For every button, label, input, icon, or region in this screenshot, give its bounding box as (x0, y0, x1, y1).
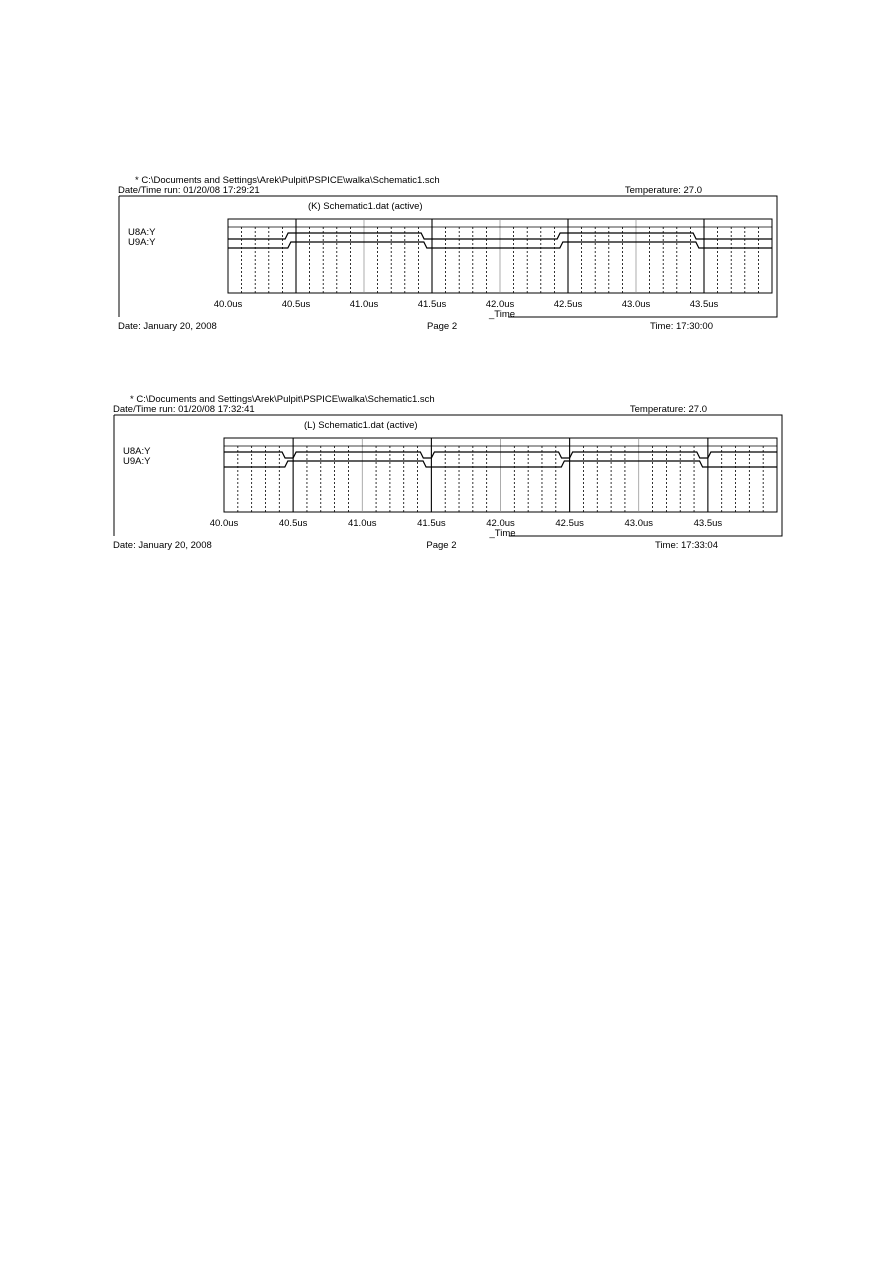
timing-plot-l (0, 391, 893, 611)
x-tick-label: 42.5us (553, 299, 583, 310)
x-tick-label: 40.0us (213, 299, 243, 310)
x-tick-label: 40.5us (281, 299, 311, 310)
run-datetime-label: Date/Time run: 01/20/08 17:32:41 (113, 404, 255, 415)
footer-page: Page 2 (427, 321, 458, 332)
timing-plot-k (0, 172, 893, 392)
x-tick-label: 43.5us (693, 518, 723, 529)
x-tick-label: 43.0us (621, 299, 651, 310)
x-axis-label: _Time (489, 309, 516, 320)
x-tick-label: 42.0us (485, 299, 515, 310)
series-label: U9A:Y (123, 456, 151, 467)
x-tick-label: 42.5us (555, 518, 584, 529)
x-tick-label: 43.5us (689, 299, 719, 310)
series-label: U8A:Y (123, 446, 151, 457)
series-label: U9A:Y (128, 237, 156, 248)
temperature-label: Temperature: 27.0 (624, 185, 702, 196)
timing-plot-k-svg (0, 172, 893, 342)
series-label: U8A:Y (128, 227, 156, 238)
footer-time: Time: 17:33:04 (654, 540, 718, 551)
footer-time: Time: 17:30:00 (649, 321, 713, 332)
footer-page: Page 2 (426, 540, 457, 551)
temperature-label: Temperature: 27.0 (629, 404, 707, 415)
x-tick-label: 42.0us (486, 518, 515, 529)
x-axis-label: _Time (489, 528, 516, 539)
x-tick-label: 41.0us (347, 518, 377, 529)
plot-title: (K) Schematic1.dat (active) (308, 201, 423, 212)
x-tick-label: 41.5us (417, 299, 447, 310)
x-tick-label: 40.5us (278, 518, 308, 529)
x-tick-label: 40.0us (209, 518, 239, 529)
file-path-label: * C:\Documents and Settings\Arek\Pulpit\PSPICE\walka\Schematic1.sch (135, 175, 440, 186)
x-tick-label: 41.5us (417, 518, 446, 529)
x-tick-label: 41.0us (349, 299, 379, 310)
x-tick-label: 43.0us (624, 518, 654, 529)
footer-date: Date: January 20, 2008 (113, 540, 212, 551)
timing-plot-l-svg (0, 391, 893, 561)
file-path-label: * C:\Documents and Settings\Arek\Pulpit\PSPICE\walka\Schematic1.sch (130, 394, 435, 405)
run-datetime-label: Date/Time run: 01/20/08 17:29:21 (118, 185, 260, 196)
plot-title: (L) Schematic1.dat (active) (304, 420, 418, 431)
footer-date: Date: January 20, 2008 (118, 321, 217, 332)
